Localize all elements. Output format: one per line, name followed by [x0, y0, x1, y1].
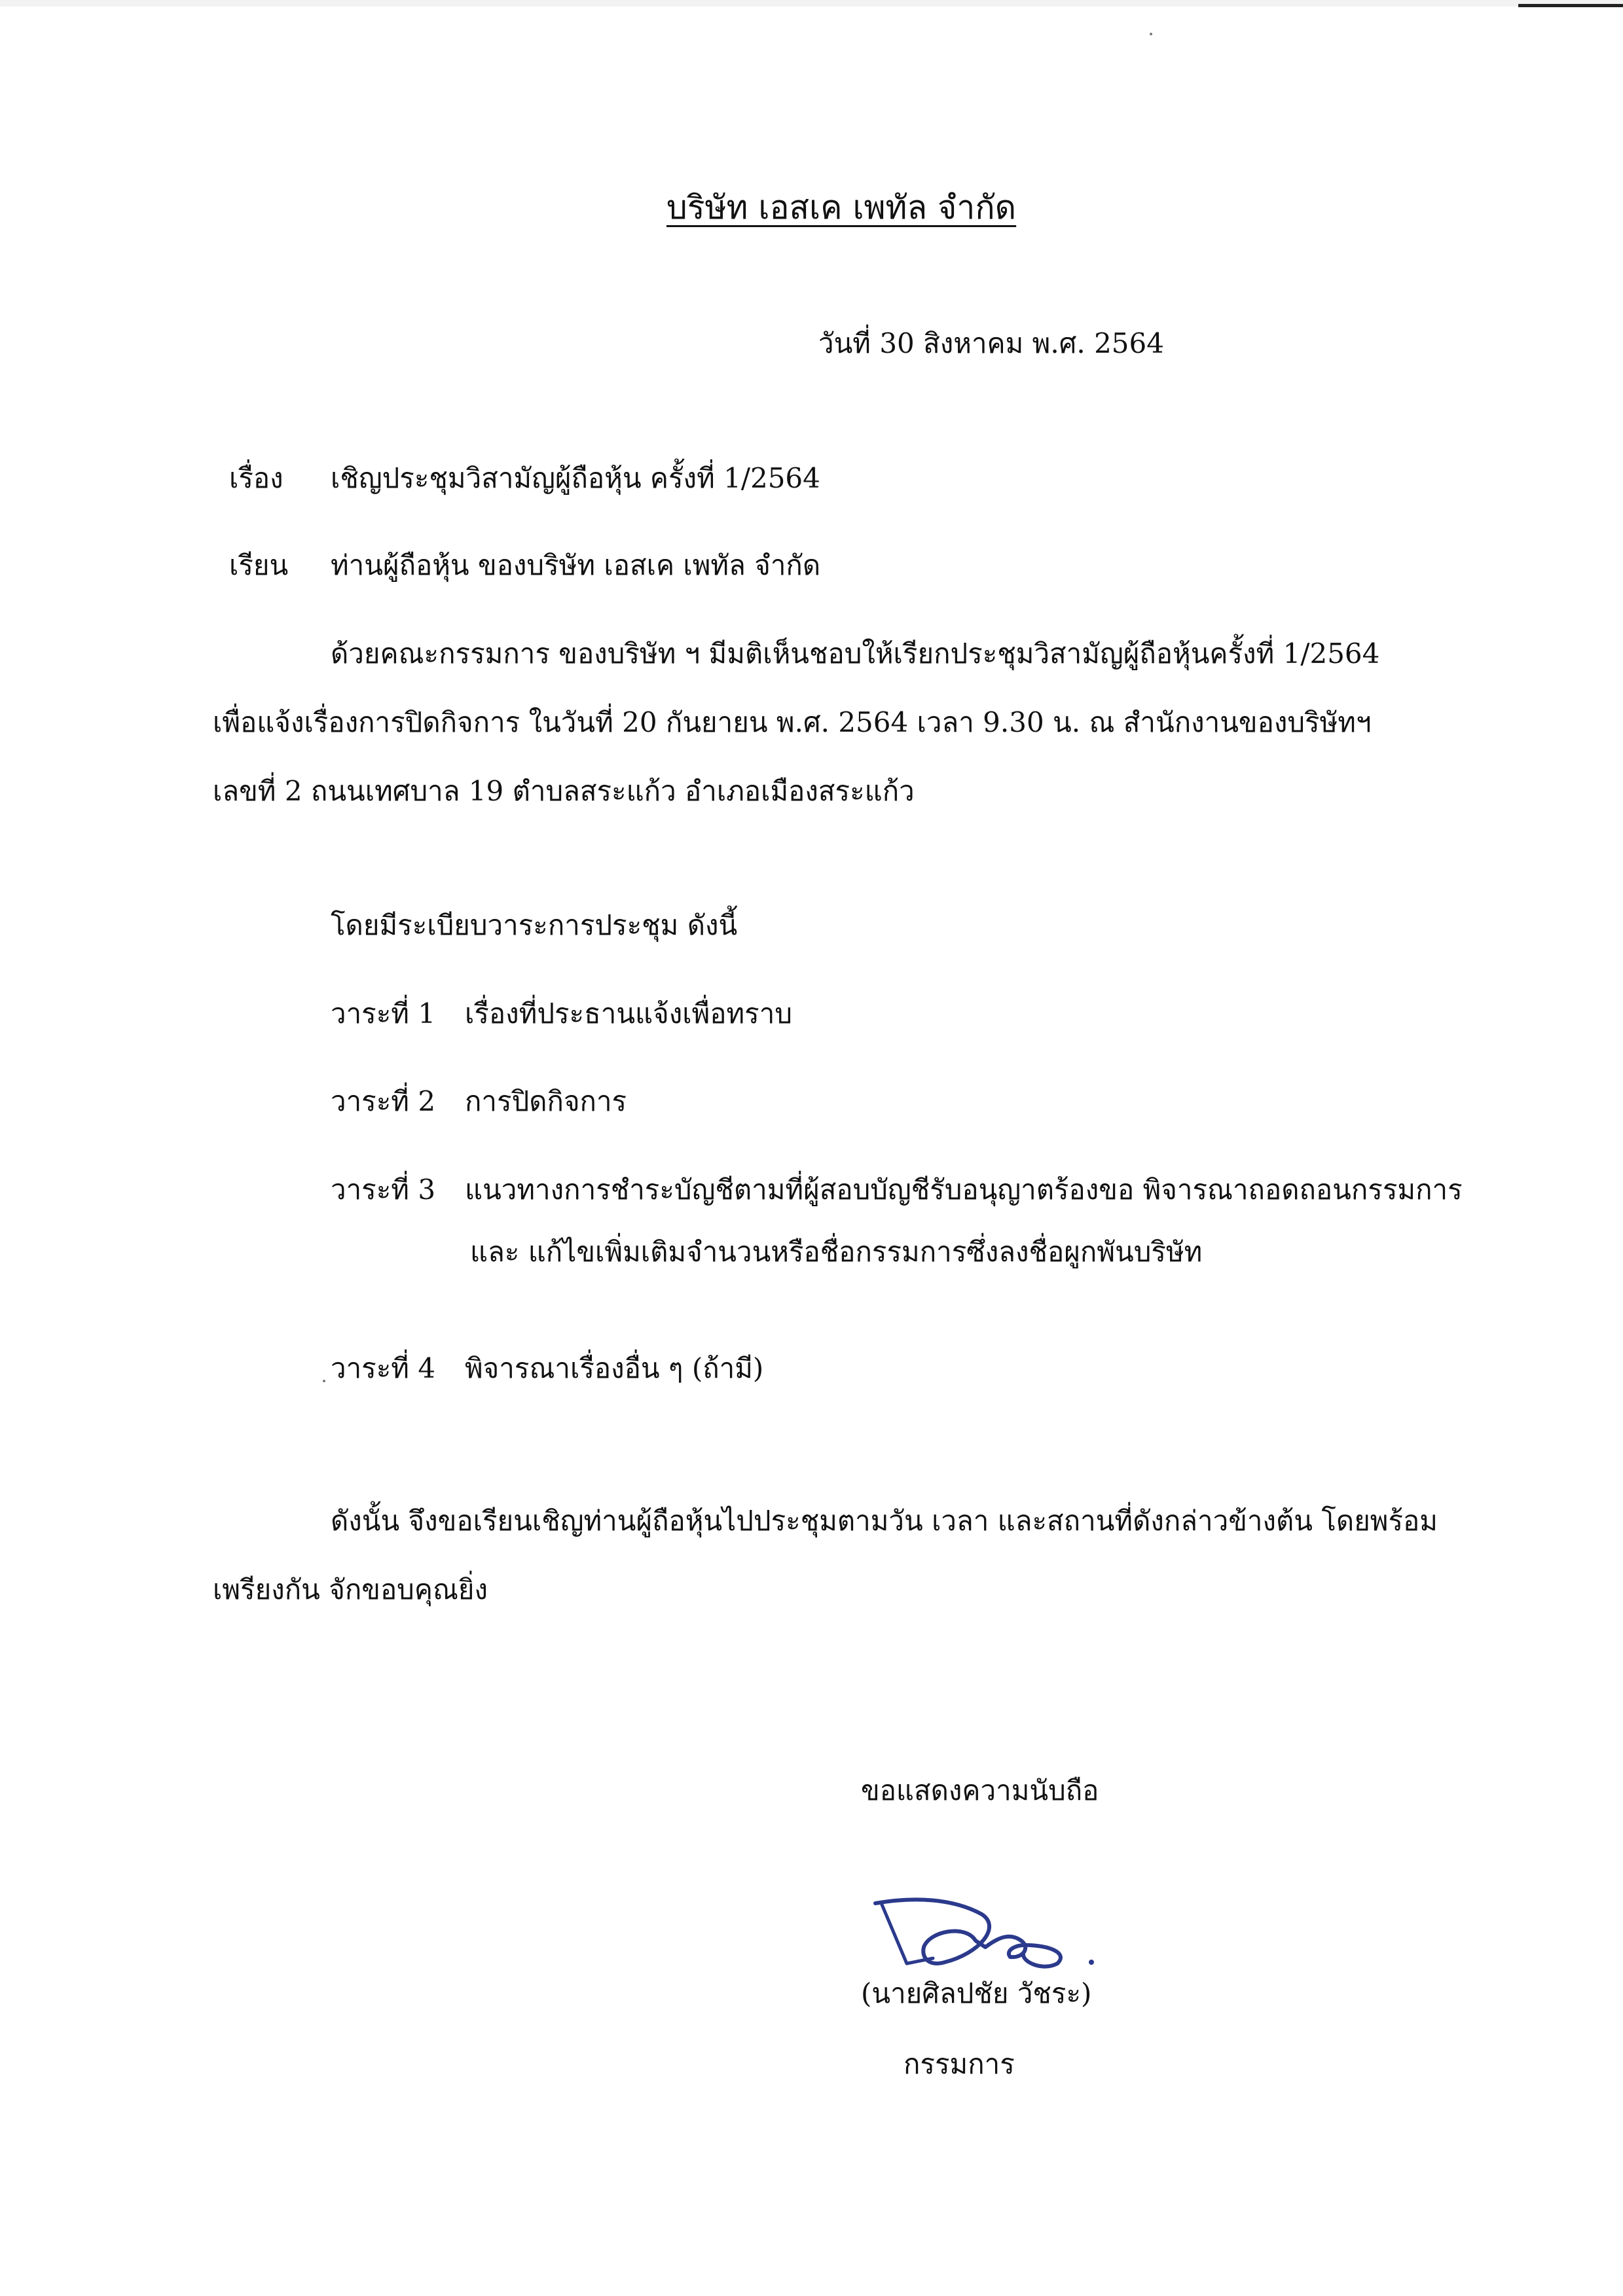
body-line-3: เลขที่ 2 ถนนเทศบาล 19 ตำบลสระแก้ว อำเภอเมืองสระแก้ว: [213, 775, 915, 807]
regards: ขอแสดงความนับถือ: [861, 1774, 1099, 1806]
scan-mark: [1518, 4, 1623, 7]
signature: [867, 1885, 1116, 1983]
agenda-4-text: พิจารณาเรื่องอื่น ๆ (ถ้ามี): [465, 1352, 764, 1384]
agenda-2-text: การปิดกิจการ: [465, 1085, 627, 1117]
agenda-3-label: วาระที่ 3: [331, 1174, 436, 1206]
scan-speck: [323, 1380, 325, 1382]
closing-line-2: เพรียงกัน จักขอบคุณยิ่ง: [213, 1573, 488, 1605]
agenda-2-label: วาระที่ 2: [331, 1085, 436, 1117]
signature-dot: [1089, 1960, 1094, 1965]
agenda-3-text: แนวทางการชำระบัญชีตามที่ผู้สอบบัญชีรับอนุญาตร้องขอ พิจารณาถอดถอนกรรมการ: [465, 1174, 1463, 1206]
signer-title: กรรมการ: [903, 2048, 1015, 2080]
to-text: ท่านผู้ถือหุ้น ของบริษัท เอสเค เพทัล จำกัด: [331, 549, 821, 581]
scan-speck: [1150, 33, 1152, 35]
subject-text: เชิญประชุมวิสามัญผู้ถือหุ้น ครั้งที่ 1/2564: [331, 462, 820, 494]
agenda-1-label: วาระที่ 1: [331, 997, 436, 1030]
body-line-2: เพื่อแจ้งเรื่องการปิดกิจการ ในวันที่ 20 กันยายน พ.ศ. 2564 เวลา 9.30 น. ณ สำนักงานของบริษัทฯ: [213, 706, 1372, 738]
agenda-1-text: เรื่องที่ประธานแจ้งเพื่อทราบ: [465, 997, 792, 1030]
signer-name: (นายศิลปชัย วัชระ): [861, 1977, 1092, 2009]
company-title: บริษัท เอสเค เพทัล จำกัด: [666, 188, 1017, 226]
subject-label: เรื่อง: [229, 462, 283, 494]
agenda-intro: โดยมีระเบียบวาระการประชุม ดังนี้: [331, 909, 738, 941]
agenda-3-text-cont: และ แก้ไขเพิ่มเติมจำนวนหรือชื่อกรรมการซึ่งลงชื่อผูกพันบริษัท: [470, 1236, 1203, 1268]
body-line-1: ด้วยคณะกรรมการ ของบริษัท ฯ มีมติเห็นชอบให้เรียกประชุมวิสามัญผู้ถือหุ้นครั้งที่ 1/2564: [331, 637, 1380, 670]
agenda-4-label: วาระที่ 4: [331, 1352, 436, 1384]
scan-top-edge: [0, 0, 1623, 7]
to-label: เรียน: [229, 549, 289, 581]
closing-line-1: ดังนั้น จึงขอเรียนเชิญท่านผู้ถือหุ้นไปประชุมตามวัน เวลา และสถานที่ดังกล่าวข้างต้น โดยพร้อม: [331, 1505, 1438, 1537]
letter-date: วันที่ 30 สิงหาคม พ.ศ. 2564: [818, 327, 1164, 359]
